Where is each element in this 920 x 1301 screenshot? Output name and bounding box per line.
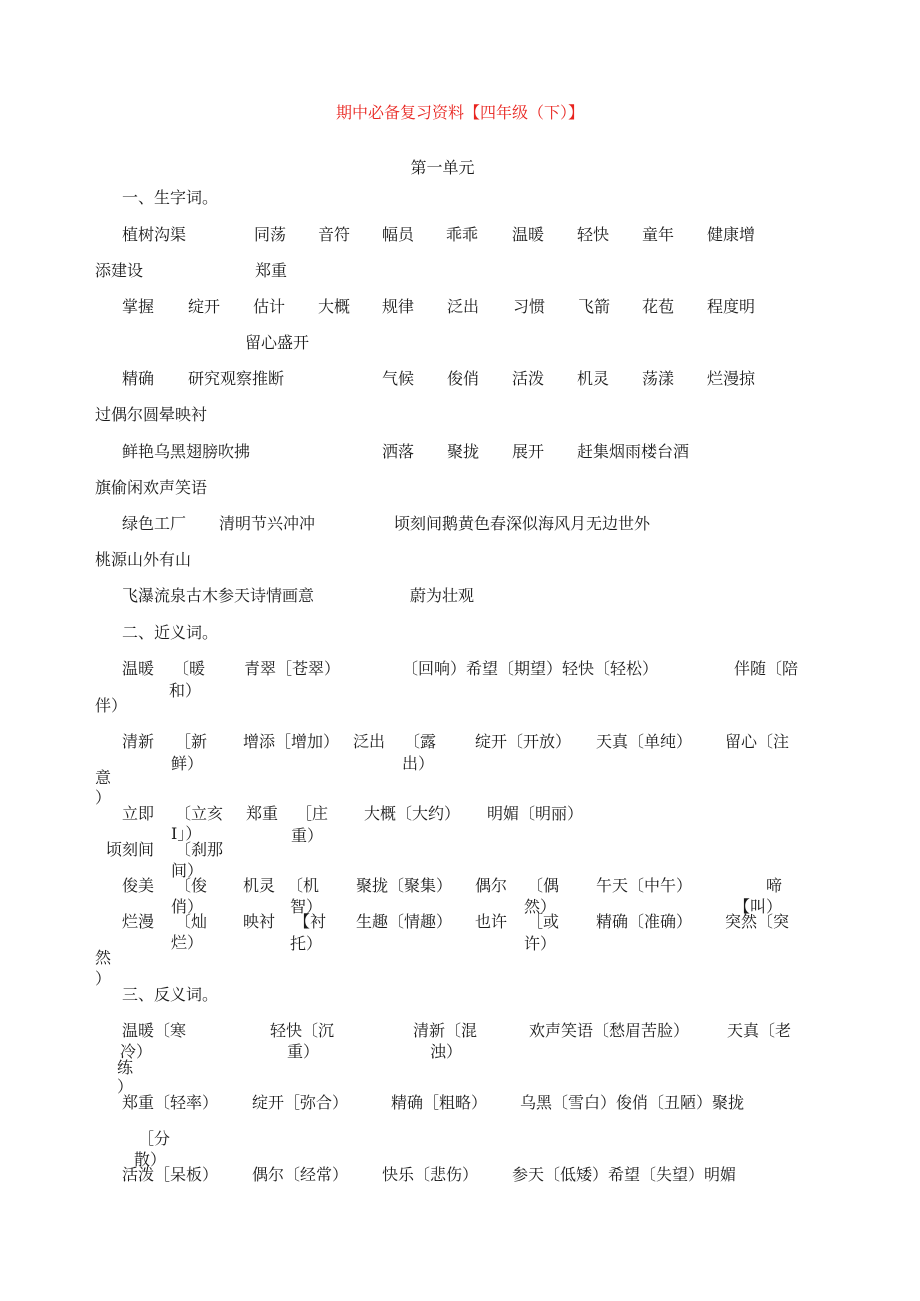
synonym-entry: 〔暖 xyxy=(173,659,206,678)
vocab-word: 绽开 xyxy=(188,297,221,316)
vocab-word: 掌握 xyxy=(122,297,155,316)
vocab-word: 规律 xyxy=(382,297,415,316)
synonym-entry: 泛出 xyxy=(353,732,386,751)
antonym-entry: 轻快〔沉 xyxy=(270,1021,335,1040)
vocab-word: 健康增 xyxy=(707,225,756,244)
synonym-entry: 鲜） xyxy=(171,754,204,773)
synonym-entry: 【叫） xyxy=(734,897,783,916)
vocab-word: 鲜艳乌黑翅膀吹拂 xyxy=(122,442,251,461)
synonym-entry: 增添［增加） xyxy=(243,732,340,751)
synonym-entry: 顷刻间 xyxy=(106,840,155,859)
vocab-word: 飞箭 xyxy=(578,297,611,316)
antonym-entry: 参天〔低矮）希望〔失望）明媚 xyxy=(512,1165,737,1184)
synonym-entry: 伴） xyxy=(95,696,128,715)
antonym-entry: 绽开［弥合） xyxy=(252,1093,349,1112)
vocab-word: 研究观察推断 xyxy=(188,369,285,388)
vocab-word: 泛出 xyxy=(447,297,480,316)
vocab-word: 幅员 xyxy=(382,225,415,244)
document-title: 期中必备复习资料【四年级（下）】 xyxy=(335,103,584,122)
vocab-word: 植树沟渠 xyxy=(122,225,187,244)
section-heading-antonyms: 三、反义词。 xyxy=(122,985,219,1004)
synonym-entry: 和） xyxy=(169,681,202,700)
vocab-word: 乖乖 xyxy=(446,225,479,244)
vocab-word: 荡漾 xyxy=(642,369,675,388)
vocab-word: 蔚为壮观 xyxy=(410,586,475,605)
antonym-entry: 温暖〔寒 xyxy=(122,1021,187,1040)
antonym-entry: 浊） xyxy=(430,1042,463,1061)
vocab-word: 活泼 xyxy=(512,369,545,388)
synonym-entry: 聚拢〔聚集） xyxy=(356,876,453,895)
vocab-word: 旗偷闲欢声笑语 xyxy=(95,478,208,497)
vocab-word: 大概 xyxy=(318,297,351,316)
synonym-entry: 温暖 xyxy=(122,659,155,678)
synonym-entry: 〔露 xyxy=(404,732,437,751)
synonym-entry: 烂） xyxy=(171,933,204,952)
synonym-entry: 智） xyxy=(290,897,323,916)
vocab-word: 俊俏 xyxy=(447,369,480,388)
synonym-entry: 青翠［苍翠） xyxy=(244,659,341,678)
synonym-entry: 然 xyxy=(95,948,112,967)
section-heading-vocabulary: 一、生字词。 xyxy=(122,188,219,207)
antonym-entry: 精确［粗略） xyxy=(391,1093,488,1112)
synonym-entry: 机灵 xyxy=(243,876,276,895)
synonym-entry: 烂漫 xyxy=(122,912,155,931)
synonym-entry: ） xyxy=(95,788,112,807)
antonym-entry: 活泼［呆板） xyxy=(122,1165,219,1184)
synonym-entry: 清新 xyxy=(122,732,155,751)
synonym-entry: 偶尔 xyxy=(475,876,508,895)
synonym-entry: 午天〔中午） xyxy=(596,876,693,895)
vocab-word: 清明节兴冲冲 xyxy=(219,514,316,533)
section-heading-synonyms: 二、近义词。 xyxy=(122,623,219,642)
synonym-entry: 明媚〔明丽） xyxy=(487,804,584,823)
vocab-word: 洒落 xyxy=(382,442,415,461)
antonym-entry: 练 xyxy=(117,1058,134,1077)
vocab-word: 精确 xyxy=(122,369,155,388)
synonym-entry: ［或 xyxy=(527,912,560,931)
antonym-entry: 散） xyxy=(134,1150,167,1169)
vocab-word: 程度明 xyxy=(707,297,756,316)
vocab-word: 添建设 xyxy=(95,261,144,280)
synonym-entry: 出） xyxy=(402,754,435,773)
vocab-word: 轻快 xyxy=(577,225,610,244)
antonym-entry: 冷） xyxy=(120,1042,153,1061)
vocab-word: 同荡 xyxy=(254,225,287,244)
synonym-entry: ） xyxy=(95,969,112,988)
antonym-entry: 偶尔〔经常） xyxy=(252,1165,349,1184)
synonym-entry: 然） xyxy=(524,897,557,916)
vocab-word: 顷刻间鹅黄色春深似海风月无边世外 xyxy=(394,514,651,533)
synonym-entry: 重） xyxy=(291,826,324,845)
synonym-entry: 〔灿 xyxy=(175,912,208,931)
synonym-entry: 意 xyxy=(95,768,112,787)
synonym-entry: 生趣〔情趣） xyxy=(356,912,453,931)
synonym-entry: 〔立亥 xyxy=(175,804,224,823)
synonym-entry: 绽开〔开放） xyxy=(475,732,572,751)
synonym-entry: 许） xyxy=(524,934,557,953)
synonym-entry: 郑重 xyxy=(246,804,279,823)
antonym-entry: ［分 xyxy=(138,1129,171,1148)
synonym-entry: 〔回响）希望〔期望）轻快〔轻松） xyxy=(402,659,659,678)
vocab-word: 绿色工厂 xyxy=(122,514,187,533)
synonym-entry: 伴随〔陪 xyxy=(734,659,799,678)
synonym-entry: 留心〔注 xyxy=(725,732,790,751)
antonym-entry: 郑重〔轻率） xyxy=(122,1093,219,1112)
antonym-entry: 天真〔老 xyxy=(727,1021,792,1040)
synonym-entry: 映衬 xyxy=(243,912,276,931)
vocab-word: 音符 xyxy=(318,225,351,244)
vocab-word: 郑重 xyxy=(255,261,288,280)
vocab-word: 过偶尔圆晕映衬 xyxy=(95,405,208,424)
unit-heading: 第一单元 xyxy=(410,158,475,177)
synonym-entry: 俊美 xyxy=(122,876,155,895)
antonym-entry: 乌黑〔雪白）俊俏〔丑陋）聚拢 xyxy=(520,1093,745,1112)
vocab-word: 童年 xyxy=(642,225,675,244)
vocab-word: 飞瀑流泉古木参天诗情画意 xyxy=(122,586,315,605)
vocab-word: 温暖 xyxy=(512,225,545,244)
synonym-entry: 啼 xyxy=(766,876,783,895)
vocab-word: 留心盛开 xyxy=(245,333,310,352)
vocab-word: 机灵 xyxy=(577,369,610,388)
synonym-entry: 突然〔突 xyxy=(725,912,790,931)
vocab-word: 桃源山外有山 xyxy=(95,550,192,569)
synonym-entry: 精确〔准确） xyxy=(596,912,693,931)
antonym-entry: 欢声笑语〔愁眉苦脸） xyxy=(529,1021,690,1040)
vocab-word: 赶集烟雨楼台酒 xyxy=(577,442,690,461)
synonym-entry: 托） xyxy=(290,934,323,953)
antonym-entry: ） xyxy=(117,1077,134,1096)
vocab-word: 展开 xyxy=(512,442,545,461)
synonym-entry: 【衬 xyxy=(294,912,327,931)
antonym-entry: 清新〔混 xyxy=(413,1021,478,1040)
synonym-entry: 立即 xyxy=(122,804,155,823)
synonym-entry: 也许 xyxy=(475,912,508,931)
synonym-entry: ［新 xyxy=(175,732,208,751)
synonym-entry: 大概〔大约） xyxy=(364,804,461,823)
vocab-word: 聚拢 xyxy=(447,442,480,461)
synonym-entry: 〔机 xyxy=(287,876,320,895)
synonym-entry: 天真〔单纯） xyxy=(596,732,693,751)
vocab-word: 习惯 xyxy=(513,297,546,316)
vocab-word: 花苞 xyxy=(642,297,675,316)
antonym-entry: 重） xyxy=(287,1042,320,1061)
synonym-entry: I」） xyxy=(171,824,202,843)
synonym-entry: 〔刹那 xyxy=(175,840,224,859)
synonym-entry: 俏） xyxy=(171,897,204,916)
antonym-entry: 快乐〔悲伤） xyxy=(382,1165,479,1184)
vocab-word: 估计 xyxy=(253,297,286,316)
synonym-entry: ［庄 xyxy=(296,804,329,823)
synonym-entry: 间） xyxy=(171,861,204,880)
synonym-entry: 〔俊 xyxy=(175,876,208,895)
vocab-word: 气候 xyxy=(382,369,415,388)
synonym-entry: 〔偶 xyxy=(527,876,560,895)
vocab-word: 烂漫掠 xyxy=(707,369,756,388)
